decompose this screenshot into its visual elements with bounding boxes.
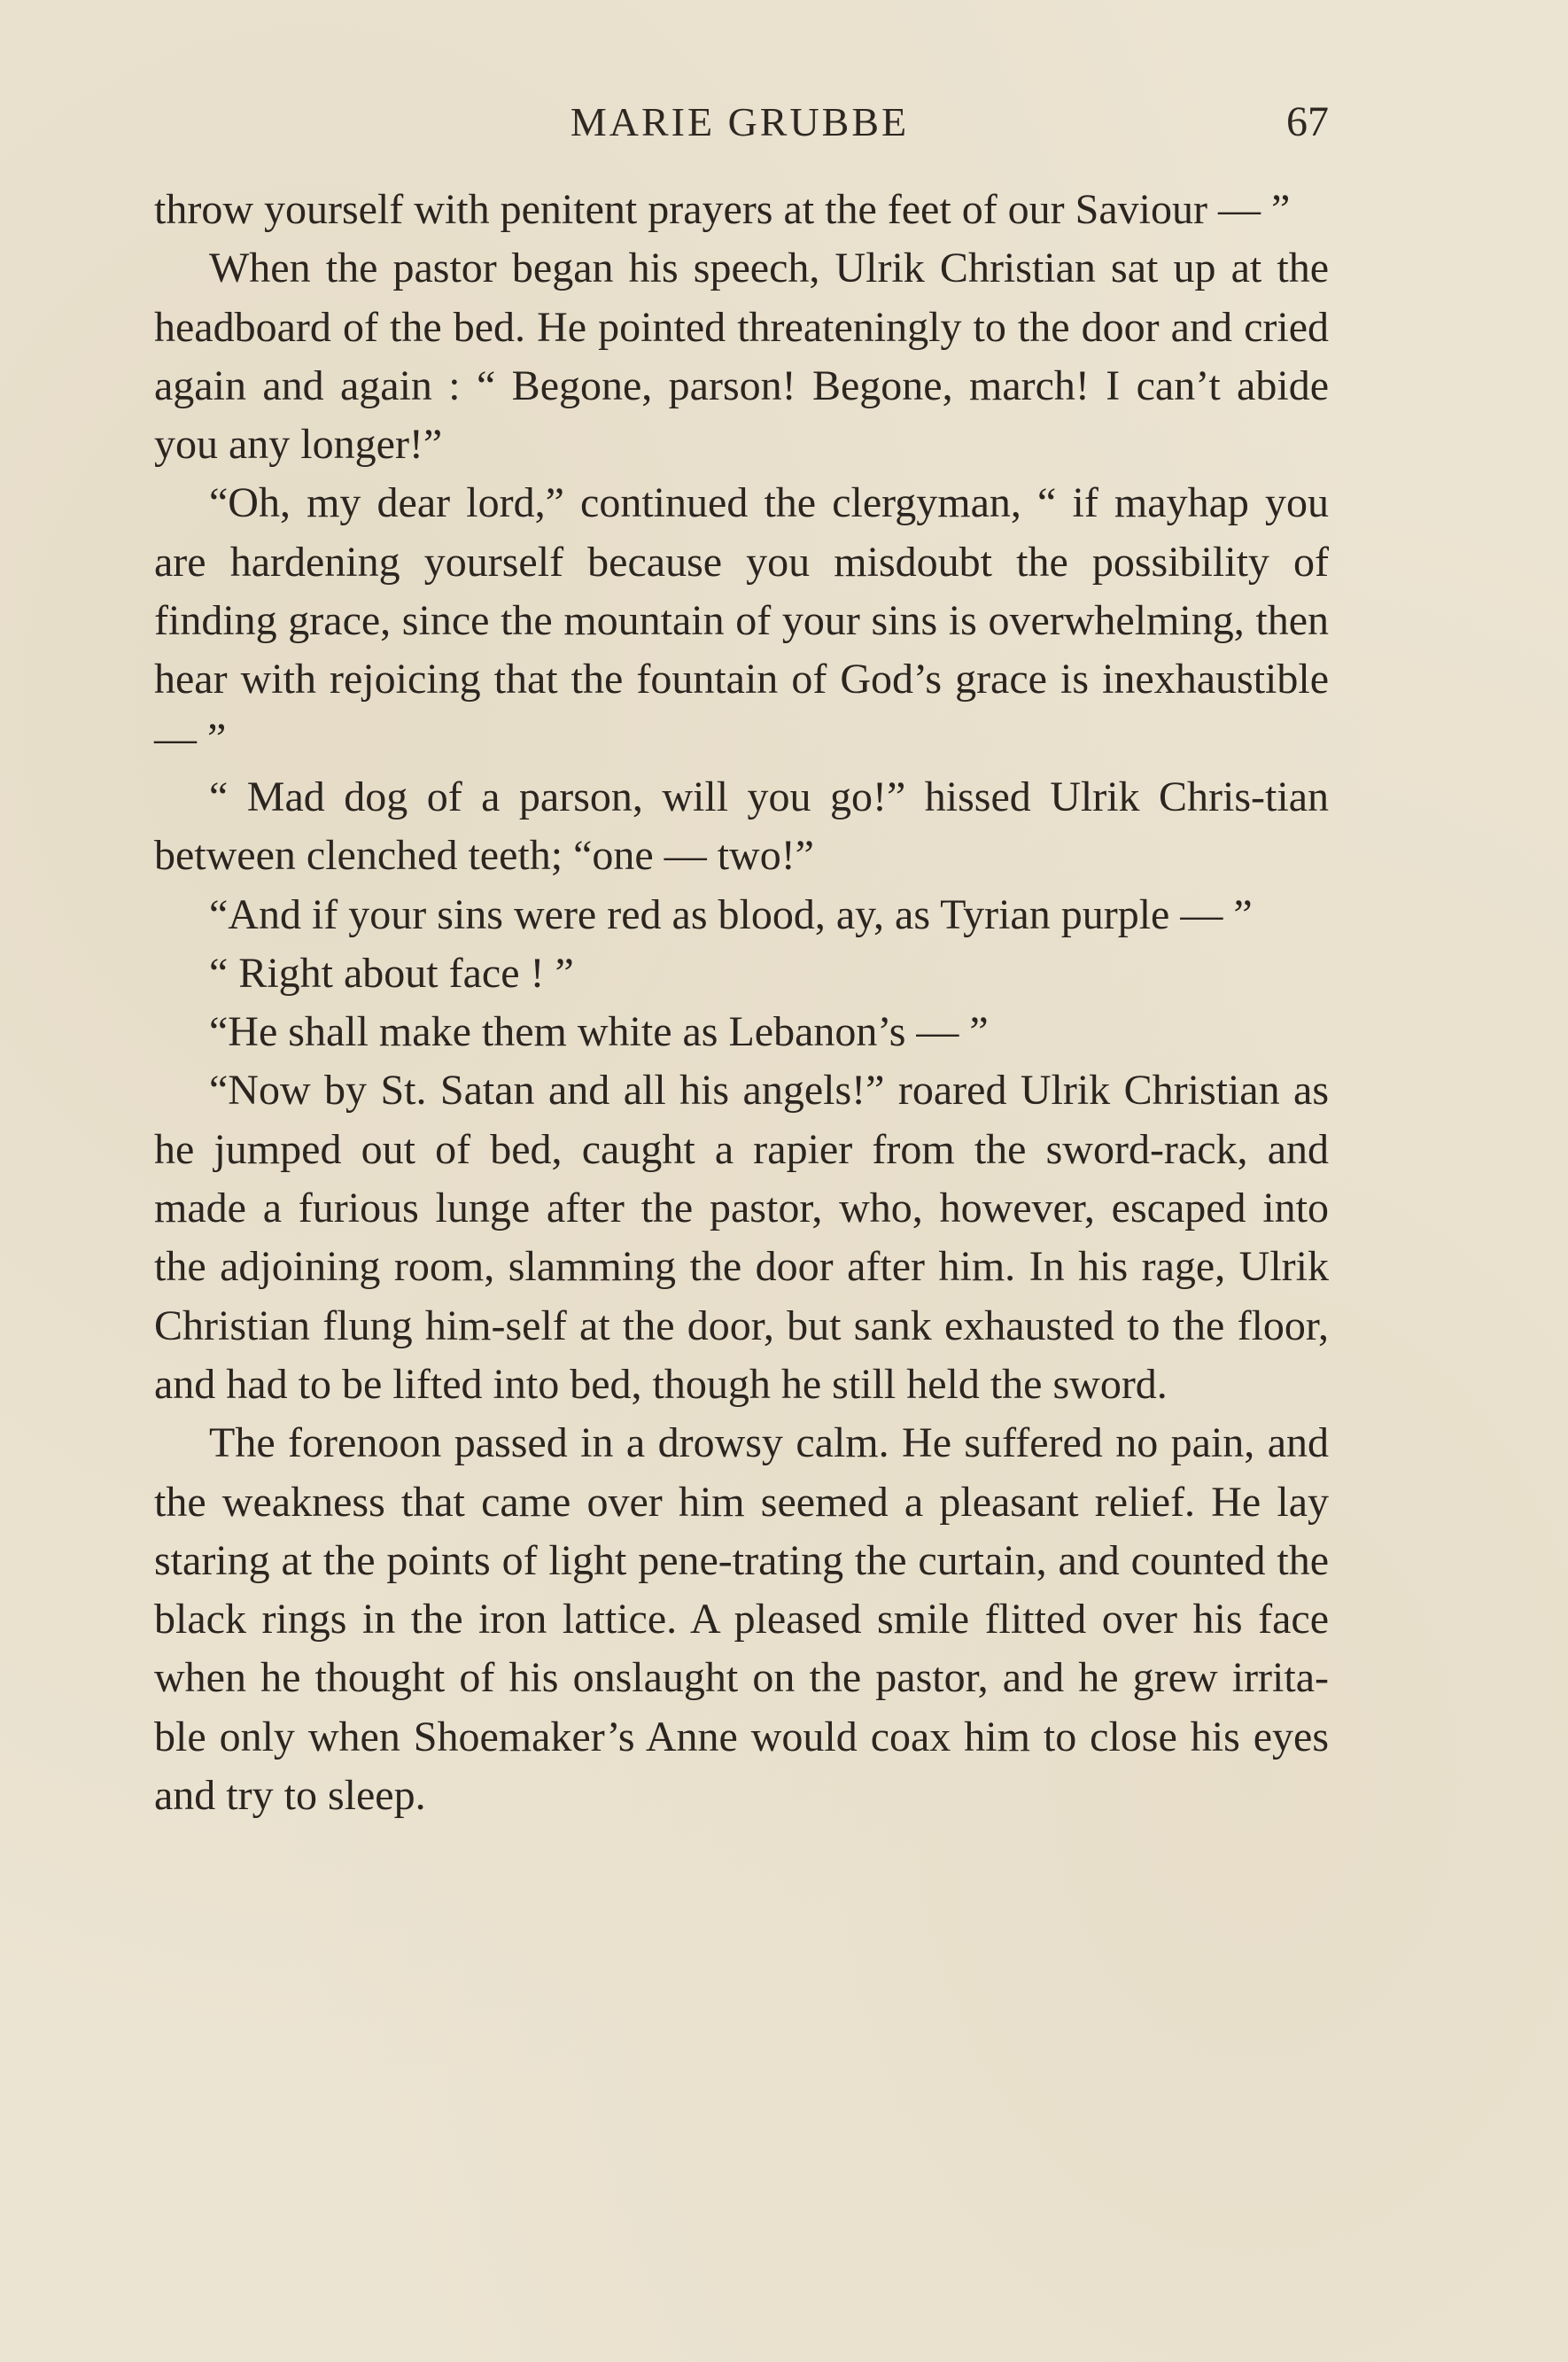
running-title: MARIE GRUBBE xyxy=(570,99,910,144)
paragraph: “And if your sins were red as blood, ay, as Tyrian purple — ” xyxy=(209,890,1253,938)
paragraph: “ Mad dog of a parson, will you go!” hissed Ulrik Chris-tian between clenched teeth; “one — two!” xyxy=(154,773,1329,880)
paragraph-continued: throw yourself with penitent prayers at the feet of our Saviour — ” xyxy=(154,186,1291,233)
running-head xyxy=(0,96,1568,149)
paragraph: “He shall make them white as Lebanon’s — ” xyxy=(209,1008,989,1056)
paragraph: When the pastor began his speech, Ulrik Christian sat up at the headboard of the bed. He pointed threateningly to the door and cried again and again : “ Begone, parson! Begone, march! I can’t abide you any longer!” xyxy=(154,245,1329,469)
paragraph: The forenoon passed in a drowsy calm. He suffered no pain, and the weakness that came over him seemed a pleasant relief. He lay staring at the points of light pene-trating the curtain, and counted the black rings in the iron lattice. A pleased smile flitted over his face when he thought of his onslaught on the pastor, and he grew irrita-ble only when Shoemaker’s Anne would coax him to close his eyes and try to sleep. xyxy=(154,1419,1329,1820)
page-number: 67 xyxy=(1286,98,1329,145)
paragraph: “Now by St. Satan and all his angels!” roared Ulrik Christian as he jumped out of bed, caught a rapier from the sword-rack, and made a furious lunge after the pastor, who, however, escaped into the adjoining room, slamming the door after him. In his rage, Ulrik Christian flung him-self at the door, but sank exhausted to the floor, and had to be lifted into bed, though he still held the sword. xyxy=(154,1067,1329,1408)
body-text xyxy=(154,181,1329,1825)
paragraph: “Oh, my dear lord,” continued the clergyman, “ if mayhap you are hardening yourself because you misdoubt the possibility of finding grace, since the mountain of your sins is overwhelming, then hear with rejoicing that the fountain of God’s grace is inexhaustible — ” xyxy=(154,479,1329,762)
paragraph: “ Right about face ! ” xyxy=(209,949,574,997)
